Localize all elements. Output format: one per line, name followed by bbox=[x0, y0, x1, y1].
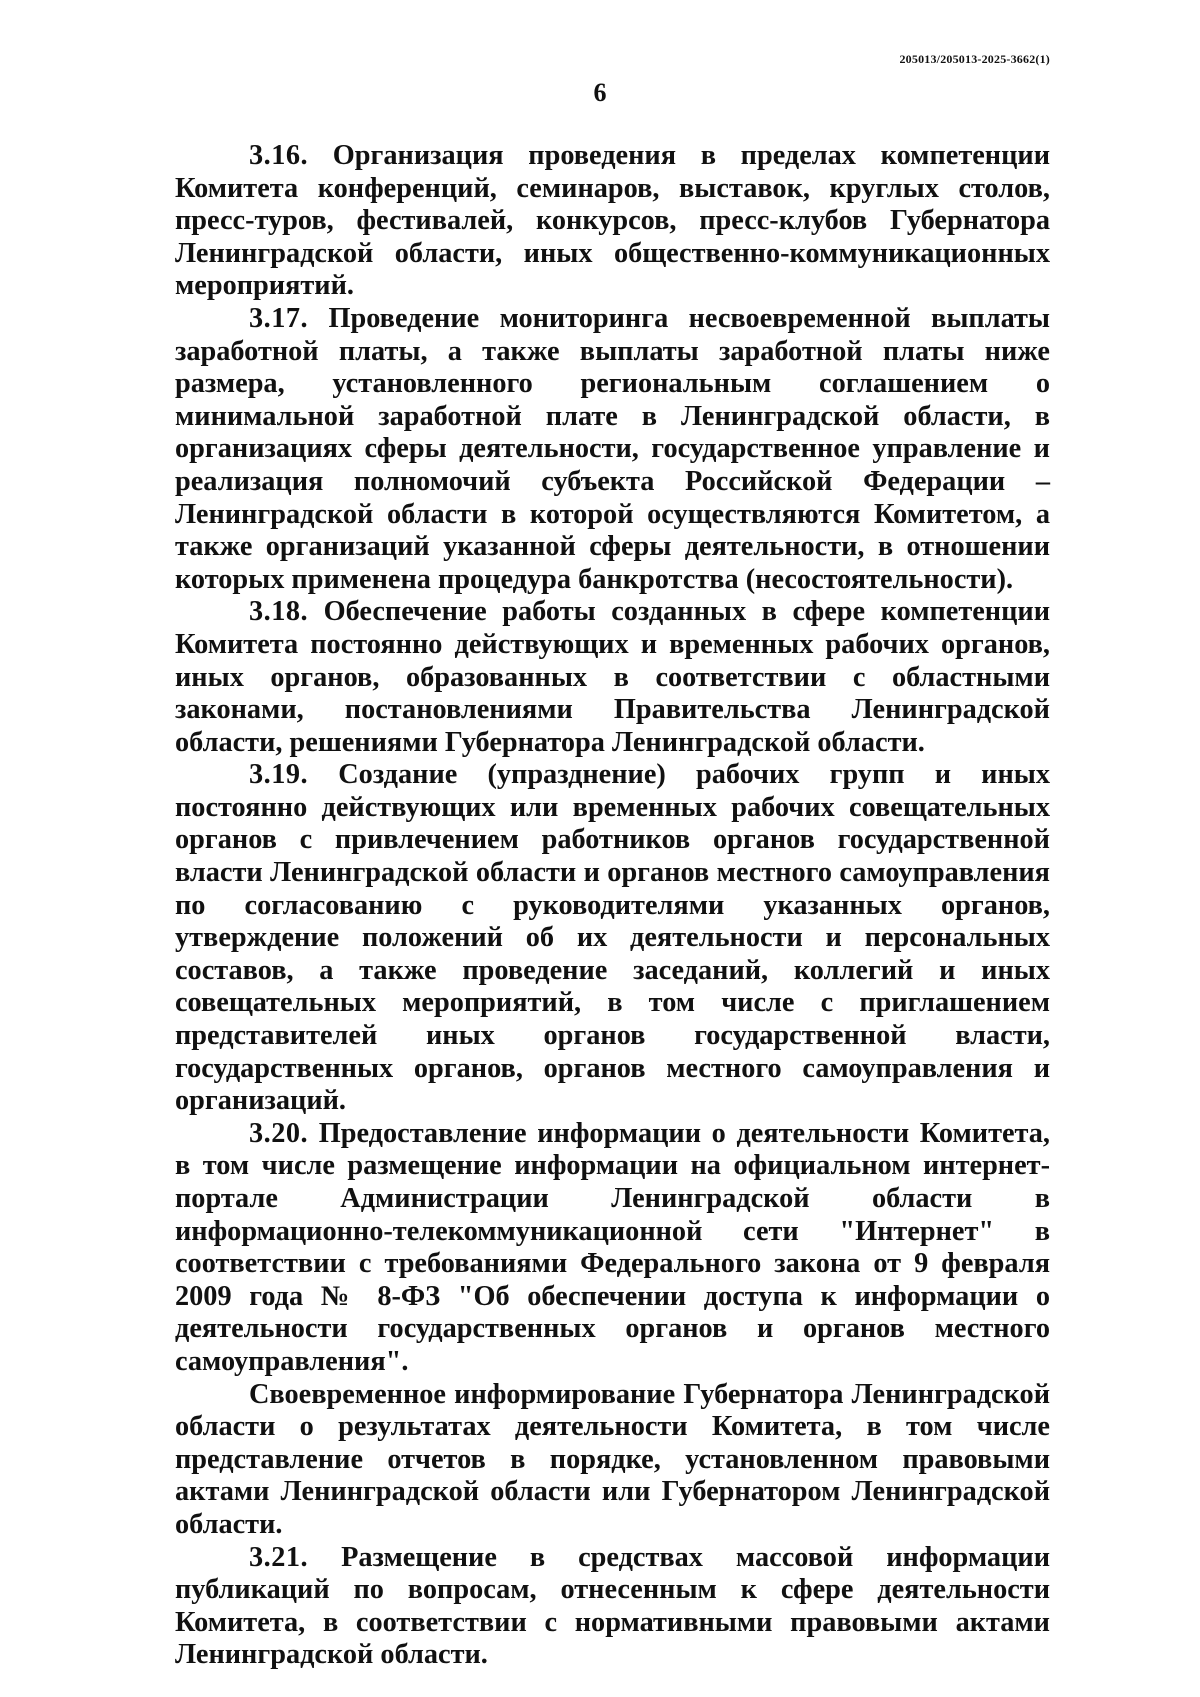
paragraph-number: 3.16. bbox=[249, 140, 309, 171]
paragraph-number: 3.20. bbox=[249, 1117, 309, 1149]
page-number: 6 bbox=[593, 78, 607, 107]
paragraph-number: 3.19. bbox=[249, 759, 309, 791]
paragraph-3-20-continuation bbox=[175, 1379, 1050, 1542]
paragraph-text: Создание (упразднение) рабочих групп и иных постоянно действующих или временных рабочих совещательных органов с привлечением работников органов государственной власти Ленинградской области и органов местного самоуправления по согласованию с руководителями указанных органов, утверждение положений об их деятельности и персональных составов, а также проведение заседаний, коллегий и иных совещательных мероприятий, в том числе с приглашением представителей иных органов государственной власти, государственных органов, органов местного самоуправления и организаций. bbox=[175, 759, 1050, 1117]
paragraph-number: 3.17. bbox=[249, 302, 309, 334]
paragraph-3-20 bbox=[175, 1118, 1050, 1379]
paragraph-text: Проведение мониторинга несвоевременной выплаты заработной платы, а также выплаты заработной платы ниже размера, установленного региональным соглашением о минимальной заработной плате в Ленинградской области, в организациях сферы деятельности, государственное управление и реализация полномочий субъекта Российской Федерации – Ленинградской области в которой осуществляются Комитетом, а также организаций указанной сферы деятельности, в отношении которых применена процедура банкротства (несостоятельности). bbox=[175, 302, 1050, 595]
paragraph-3-21 bbox=[175, 1542, 1050, 1672]
paragraph-text: Размещение в средствах массовой информации публикаций по вопросам, отнесенным к сфере деятельности Комитета, в соответствии с нормативными правовыми актами Ленинградской области. bbox=[175, 1541, 1050, 1671]
paragraph-3-19 bbox=[175, 759, 1050, 1118]
document-body bbox=[175, 140, 1050, 1672]
paragraph-text: Обеспечение работы созданных в сфере компетенции Комитета постоянно действующих и временных рабочих органов, иных органов, образованных в соответствии с областными законами, постановлениями Правительства Ленинградской области, решениями Губернатора Ленинградской области. bbox=[175, 596, 1051, 758]
paragraph-text: Своевременное информирование Губернатора Ленинградской области о результатах деятельности Комитета, в том числе представление отчетов в порядке, установленном правовыми актами Ленинградской области или Губернатором Ленинградской области. bbox=[175, 1378, 1050, 1540]
paragraph-3-16 bbox=[175, 140, 1050, 303]
paragraph-3-17 bbox=[175, 303, 1050, 596]
document-id: 205013/205013-2025-3662(1) bbox=[899, 52, 1050, 66]
paragraph-3-18 bbox=[175, 596, 1050, 759]
paragraph-text: Организация проведения в пределах компетенции Комитета конференций, семинаров, выставок, круглых столов, пресс-туров, фестивалей, конкурсов, пресс-клубов Губернатора Ленинградской области, иных общественно-коммуникационных мероприятий. bbox=[175, 140, 1050, 302]
paragraph-number: 3.21. bbox=[249, 1541, 309, 1573]
paragraph-number: 3.18. bbox=[249, 596, 309, 628]
paragraph-text: Предоставление информации о деятельности Комитета, в том числе размещение информации на официальном интернет-портале Администрации Ленинградской области в информационно-телекоммуникационной сети "Интернет" в соответствии с требованиями Федерального закона от 9 февраля 2009 года № 8-ФЗ "Об обеспечении доступа к информации о деятельности государственных органов и органов местного самоуправления". bbox=[175, 1117, 1050, 1377]
